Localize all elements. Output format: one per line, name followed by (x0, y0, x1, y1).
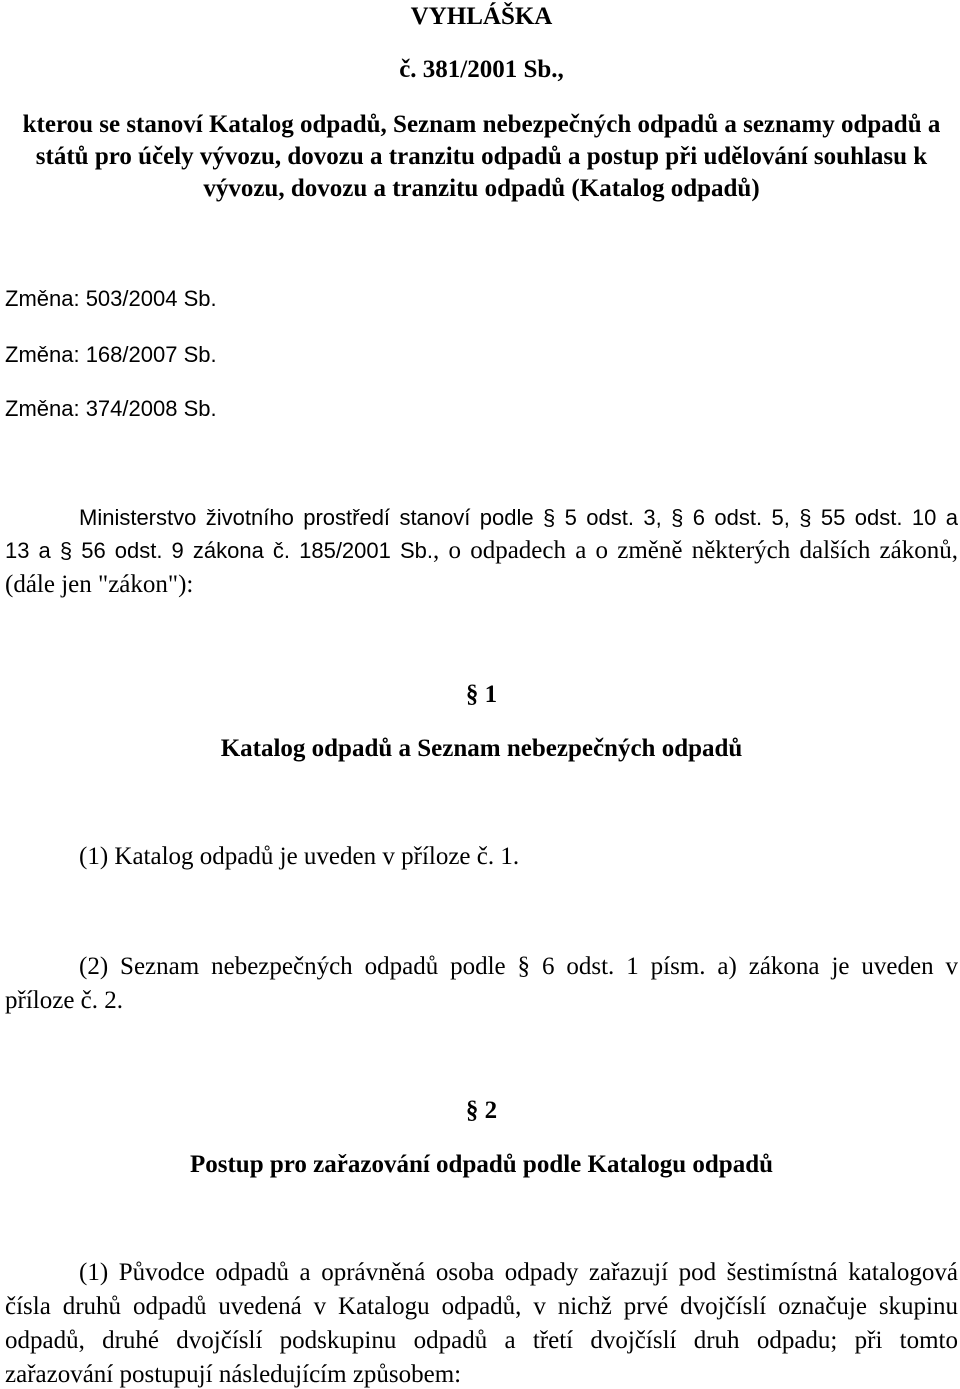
section-number: § 2 (465, 1097, 498, 1124)
preamble-line: Ministerstvo životního prostředí stanoví podle § 5 odst. 3, § 6 odst. 5, § 55 odst. 10 a (79, 505, 958, 530)
amendment-line: Změna: 168/2007 Sb. (5, 342, 217, 367)
document-subtitle-line: kterou se stanoví Katalog odpadů, Seznam nebezpečných odpadů a seznamy odpadů a (22, 111, 941, 138)
paragraph-line: (1) Katalog odpadů je uveden v příloze č. 1. (79, 843, 520, 870)
preamble-line (5, 538, 958, 564)
document-number: č. 381/2001 Sb., (399, 56, 564, 83)
paragraph-line: odpadů, druhé dvojčíslí podskupinu odpadů a třetí dvojčíslí druh odpadu; při tomto (5, 1327, 958, 1354)
preamble-line: (dále jen "zákon"): (5, 571, 194, 598)
document-title: VYHLÁŠKA (410, 3, 553, 30)
paragraph-line: (1) Původce odpadů a oprávněná osoba odpady zařazují pod šestimístná katalogová (79, 1259, 958, 1286)
paragraph-line: čísla druhů odpadů uvedená v Katalogu odpadů, v nichž prvé dvojčíslí označuje skupinu (5, 1293, 958, 1320)
amendment-line: Změna: 503/2004 Sb. (5, 286, 217, 311)
paragraph-line: zařazování postupují následujícím způsobem: (5, 1361, 462, 1388)
preamble-line-segment: 13 a § 56 odst. 9 zákona č. 185/2001 Sb. (5, 538, 433, 563)
preamble-line-segment: , o odpadech a o změně některých dalších zákonů, (432, 537, 958, 564)
paragraph-line: příloze č. 2. (5, 987, 124, 1014)
section-title: Katalog odpadů a Seznam nebezpečných odpadů (220, 735, 743, 762)
document-subtitle-line: vývozu, dovozu a tranzitu odpadů (Katalog odpadů) (203, 175, 760, 202)
section-number: § 1 (465, 681, 498, 708)
section-title: Postup pro zařazování odpadů podle Katalogu odpadů (189, 1151, 774, 1178)
paragraph-line: (2) Seznam nebezpečných odpadů podle § 6 odst. 1 písm. a) zákona je uveden v (79, 953, 958, 980)
amendment-line: Změna: 374/2008 Sb. (5, 396, 217, 421)
document-subtitle-line: států pro účely vývozu, dovozu a tranzitu odpadů a postup při udělování souhlasu k (35, 143, 928, 170)
